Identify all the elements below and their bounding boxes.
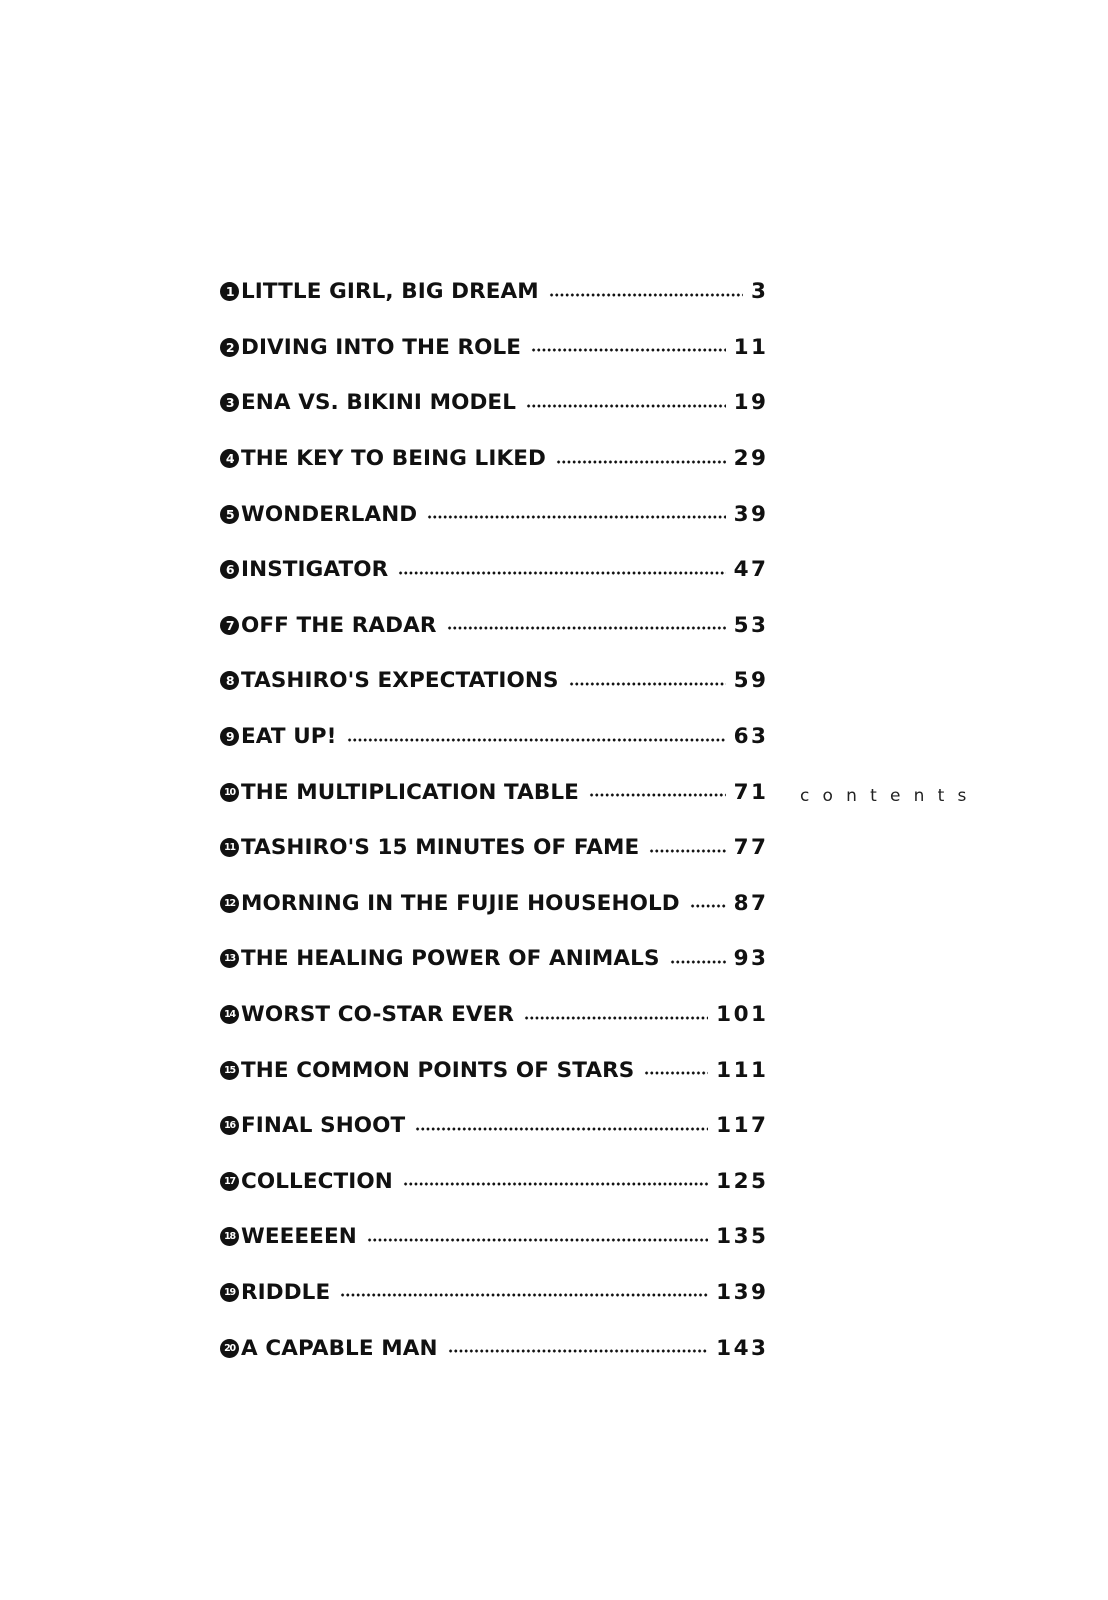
- dot-leader: [398, 571, 725, 575]
- dot-leader: [347, 738, 726, 742]
- dot-leader: [427, 515, 725, 519]
- chapter-number-badge: 7: [220, 616, 239, 635]
- page-number: 111: [716, 1057, 769, 1083]
- chapter-number-badge: 16: [220, 1116, 239, 1135]
- page-number: 39: [733, 501, 769, 527]
- page-number: 71: [733, 779, 769, 805]
- dot-leader: [403, 1182, 708, 1186]
- page-number: 19: [733, 390, 769, 416]
- page-number: 117: [716, 1113, 769, 1139]
- chapter-number-badge: 3: [220, 393, 239, 412]
- chapter-title: A CAPABLE MAN: [241, 1335, 438, 1361]
- chapter-title: EAT UP!: [241, 724, 337, 750]
- dot-leader: [526, 404, 726, 408]
- dot-leader: [690, 904, 726, 908]
- toc-entry[interactable]: [220, 1098, 769, 1154]
- toc-entry[interactable]: [220, 709, 769, 765]
- toc-entry[interactable]: [220, 486, 769, 542]
- dot-leader: [531, 348, 725, 352]
- dot-leader: [415, 1127, 708, 1131]
- chapter-number-badge: 17: [220, 1172, 239, 1191]
- page-number: 87: [733, 890, 769, 916]
- page-number: 3: [751, 279, 769, 305]
- page-number: 59: [733, 668, 769, 694]
- page-number: 139: [716, 1279, 769, 1305]
- chapter-title: COLLECTION: [241, 1168, 393, 1194]
- dot-leader: [549, 293, 743, 297]
- page-number: 29: [733, 446, 769, 472]
- toc-entry[interactable]: [220, 598, 769, 654]
- chapter-number-badge: 12: [220, 894, 239, 913]
- dot-leader: [556, 460, 726, 464]
- chapter-title: WORST CO-STAR EVER: [241, 1002, 515, 1028]
- dot-leader: [367, 1238, 708, 1242]
- page-number: 53: [733, 612, 769, 638]
- page-number: 77: [733, 835, 769, 861]
- chapter-number-badge: 1: [220, 282, 239, 301]
- toc-entry[interactable]: [220, 931, 769, 987]
- dot-leader: [447, 626, 726, 630]
- chapter-number-badge: 5: [220, 505, 239, 524]
- chapter-number-badge: 2: [220, 338, 239, 357]
- chapter-title: WONDERLAND: [241, 501, 418, 527]
- toc-entry[interactable]: [220, 1154, 769, 1210]
- page-number: 143: [716, 1335, 769, 1361]
- toc-entry[interactable]: [220, 653, 769, 709]
- toc-entry[interactable]: [220, 1320, 769, 1376]
- dot-leader: [569, 682, 726, 686]
- chapter-title: TASHIRO'S EXPECTATIONS: [241, 668, 559, 694]
- dot-leader: [644, 1071, 708, 1075]
- toc-entry[interactable]: [220, 987, 769, 1043]
- toc-entry[interactable]: [220, 876, 769, 932]
- toc-entry[interactable]: [220, 1042, 769, 1098]
- toc-entry[interactable]: [220, 764, 769, 820]
- chapter-number-badge: 9: [220, 727, 239, 746]
- chapter-title: MORNING IN THE FUJIE HOUSEHOLD: [241, 890, 680, 916]
- chapter-number-badge: 10: [220, 783, 239, 802]
- toc-entry[interactable]: [220, 820, 769, 876]
- chapter-title: THE COMMON POINTS OF STARS: [241, 1057, 635, 1083]
- contents-label: contents: [800, 786, 980, 806]
- page-number: 11: [733, 334, 769, 360]
- page-number: 93: [733, 946, 769, 972]
- page-number: 125: [716, 1168, 769, 1194]
- dot-leader: [589, 793, 726, 797]
- toc-entry[interactable]: [220, 1265, 769, 1321]
- chapter-title: THE KEY TO BEING LIKED: [241, 446, 546, 472]
- chapter-number-badge: 19: [220, 1283, 239, 1302]
- chapter-number-badge: 18: [220, 1227, 239, 1246]
- dot-leader: [524, 1016, 708, 1020]
- chapter-title: DIVING INTO THE ROLE: [241, 334, 522, 360]
- chapter-number-badge: 20: [220, 1339, 239, 1358]
- chapter-number-badge: 14: [220, 1005, 239, 1024]
- dot-leader: [649, 849, 725, 853]
- toc-entry[interactable]: [220, 431, 769, 487]
- chapter-title: OFF THE RADAR: [241, 612, 437, 638]
- chapter-title: INSTIGATOR: [241, 557, 389, 583]
- chapter-number-badge: 6: [220, 560, 239, 579]
- chapter-title: THE MULTIPLICATION TABLE: [241, 779, 579, 805]
- page-number: 63: [733, 724, 769, 750]
- table-of-contents: [220, 264, 769, 1376]
- chapter-number-badge: 11: [220, 838, 239, 857]
- chapter-title: FINAL SHOOT: [241, 1113, 406, 1139]
- page-number: 47: [733, 557, 769, 583]
- dot-leader: [340, 1293, 708, 1297]
- toc-entry[interactable]: [220, 1209, 769, 1265]
- chapter-title: LITTLE GIRL, BIG DREAM: [241, 279, 539, 305]
- toc-entry[interactable]: [220, 264, 769, 320]
- chapter-title: ENA VS. BIKINI MODEL: [241, 390, 517, 416]
- chapter-title: THE HEALING POWER OF ANIMALS: [241, 946, 660, 972]
- chapter-number-badge: 4: [220, 449, 239, 468]
- dot-leader: [670, 960, 726, 964]
- chapter-number-badge: 8: [220, 671, 239, 690]
- chapter-title: RIDDLE: [241, 1279, 331, 1305]
- toc-entry[interactable]: [220, 320, 769, 376]
- chapter-number-badge: 15: [220, 1061, 239, 1080]
- toc-entry[interactable]: [220, 375, 769, 431]
- chapter-title: WEEEEEN: [241, 1224, 357, 1250]
- dot-leader: [448, 1349, 709, 1353]
- chapter-title: TASHIRO'S 15 MINUTES OF FAME: [241, 835, 640, 861]
- chapter-number-badge: 13: [220, 949, 239, 968]
- toc-entry[interactable]: [220, 542, 769, 598]
- page-number: 135: [716, 1224, 769, 1250]
- page-number: 101: [716, 1002, 769, 1028]
